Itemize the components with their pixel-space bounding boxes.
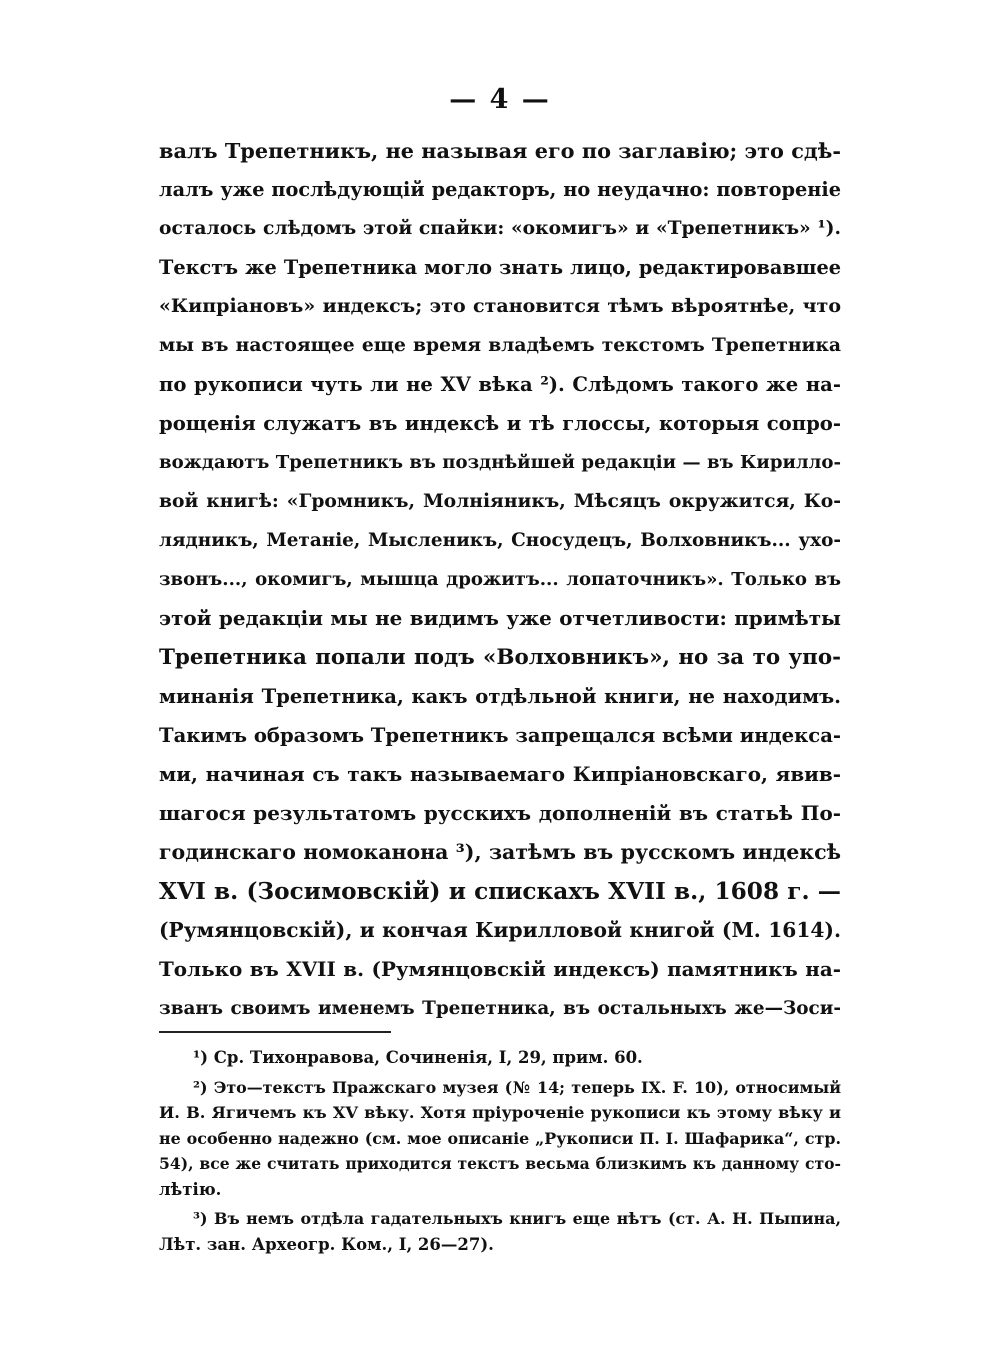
footnote-2-line: не особенно надежно (см. мое описаніе „Рукописи П. I. Шафарика“, стр. [159, 1128, 841, 1148]
footnote-divider [159, 1031, 391, 1033]
body-line: осталось слѣдомъ этой спайки: «окомигъ» и «Трепетникъ» ¹). [159, 217, 841, 239]
body-line: этой редакціи мы не видимъ уже отчетливости: примѣты [159, 606, 841, 630]
body-line: вой книгѣ: «Громникъ, Молніяникъ, Мѣсяцъ окружится, Ко- [159, 490, 841, 512]
footnote-3-line: Лѣт. зан. Археогр. Ком., I, 26—27). [159, 1234, 494, 1254]
body-line: мы въ настоящее еще время владѣемъ текстомъ Трепетника [159, 334, 841, 356]
footnote-2-line: лѣтію. [159, 1179, 222, 1199]
body-line: Только въ XVII в. (Румянцовскій индексъ) памятникъ на- [159, 957, 841, 981]
body-line: шагося результатомъ русскихъ дополненій въ статьѣ По- [159, 801, 841, 825]
body-line: рощенія служатъ въ индексѣ и тѣ глоссы, которыя сопро- [159, 412, 841, 435]
footnote-2-line: И. В. Ягичемъ къ XV вѣку. Хотя пріуроченіе рукописи къ этому вѣку и [159, 1103, 841, 1122]
footnote-1-line: ¹) Ср. Тихонравова, Сочиненія, I, 29, прим. 60. [193, 1048, 643, 1067]
body-line: XVI в. (Зосимовскій) и спискахъ XVII в., 1608 г. — [159, 878, 841, 905]
body-line: званъ своимъ именемъ Трепетника, въ остальныхъ же—Зоси- [159, 998, 841, 1019]
page-number: — 4 — [449, 84, 551, 115]
body-line: по рукописи чуть ли не XV вѣка ²). Слѣдомъ такого же на- [159, 373, 841, 396]
body-line: ми, начиная съ такъ называемаго Кипріановскаго, явив- [159, 762, 841, 786]
body-line: вождаютъ Трепетникъ въ позднѣйшей редакціи — въ Кирилло- [159, 452, 841, 473]
body-line: звонъ..., окомигъ, мышца дрожитъ... лопаточникъ». Только въ [159, 569, 841, 590]
body-line: минанія Трепетника, какъ отдѣльной книги, не находимъ. [159, 685, 841, 708]
footnotes [159, 1045, 841, 1257]
body-line: лядникъ, Метаніе, Мысленикъ, Сносудецъ, Волховникъ... ухо- [159, 530, 841, 551]
body-line: Такимъ образомъ Трепетникъ запрещался всѣми индекса- [159, 724, 841, 747]
body-line: «Кипріановъ» индексъ; это становится тѣмъ вѣроятнѣе, что [159, 295, 841, 317]
body-line: Трепетника попали подъ «Волховникъ», но за то упо- [159, 645, 841, 670]
footnote-2-line: ²) Это—текстъ Пражскаго музея (№ 14; теперь IX. F. 10), относимый [193, 1077, 841, 1097]
body-line: валъ Трепетникъ, не называя его по заглавію; это сдѣ- [159, 138, 841, 163]
body-text [159, 131, 841, 1028]
body-line: (Румянцовскій), и кончая Кирилловой книгой (М. 1614). [159, 918, 841, 942]
body-line: годинскаго номоканона ³), затѣмъ въ русскомъ индексѣ [159, 840, 841, 864]
body-line: Текстъ же Трепетника могло знать лицо, редактировавшее [159, 256, 841, 279]
footnote-3-line: ³) Въ немъ отдѣла гадательныхъ книгъ еще нѣтъ (ст. А. Н. Пыпина, [193, 1209, 841, 1228]
footnote-2-line: 54), все же считать приходится текстъ весьма близкимъ къ данному сто- [159, 1154, 841, 1173]
body-line: лалъ уже послѣдующій редакторъ, но неудачно: повтореніе [159, 178, 841, 201]
